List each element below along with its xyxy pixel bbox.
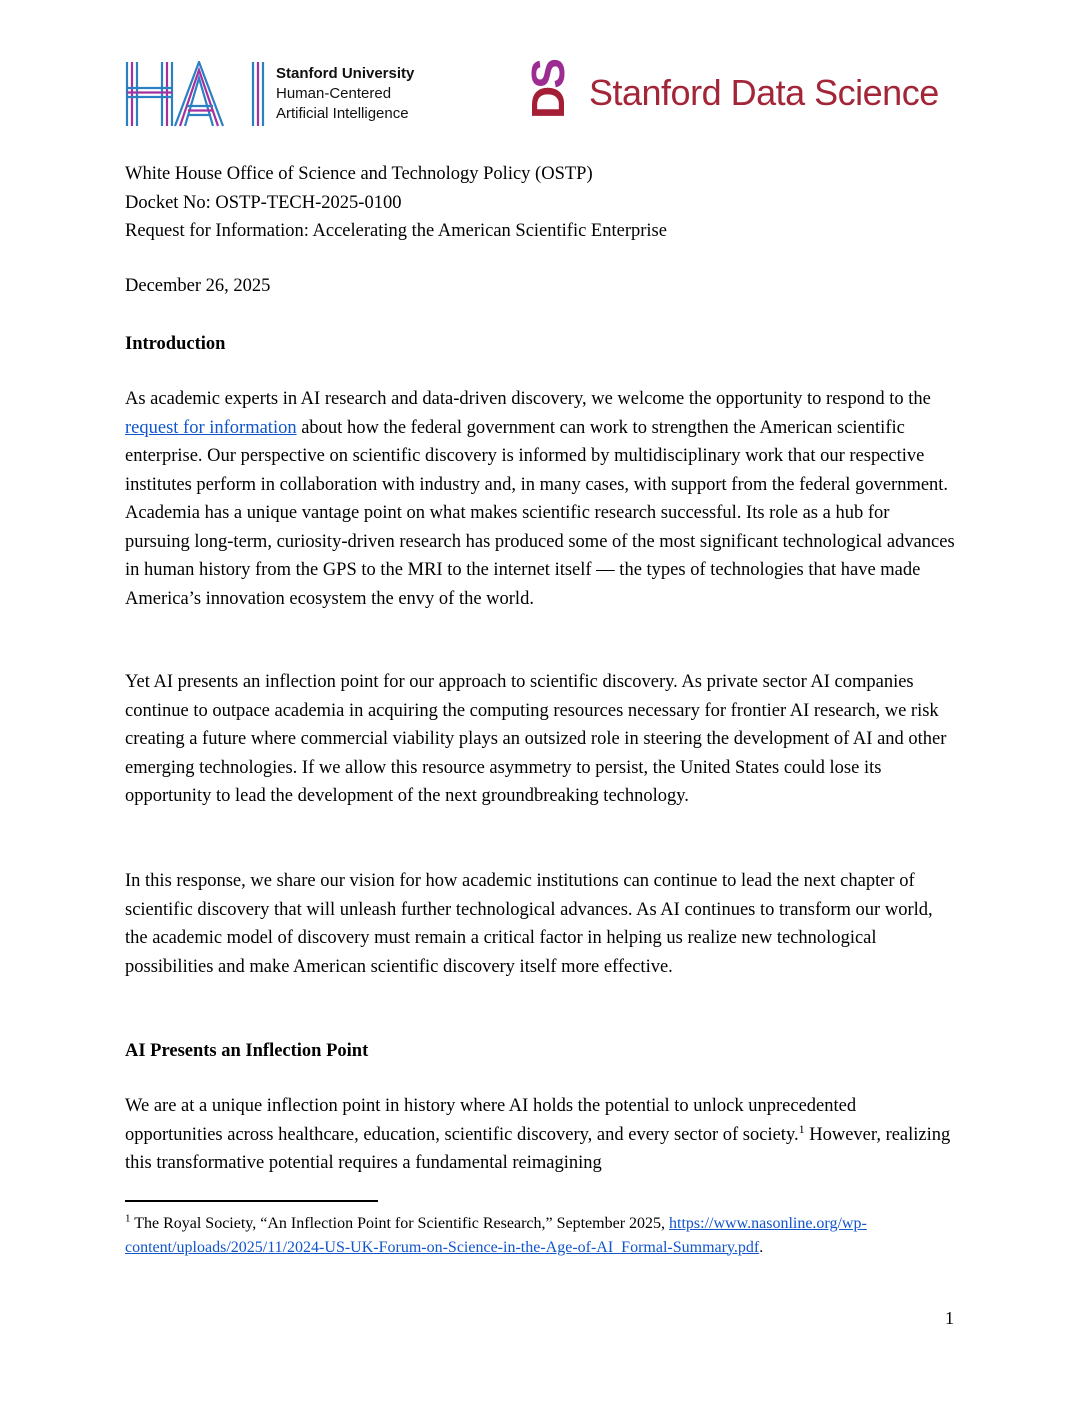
footnote-1-period: . [759,1238,764,1256]
recipient-line-1: White House Office of Science and Technology Policy (OSTP) [125,164,593,184]
footnote-reference-1: 1 [798,1121,805,1136]
footnote-1 [125,1212,965,1259]
footnote-1-marker: 1 [125,1212,131,1225]
ds-monogram-d: D [521,88,574,119]
footnote-separator-rule [125,1200,378,1202]
date-line: December 26, 2025 [125,276,271,296]
recipient-line-3: Request for Information: Accelerating the American Scientific Enterprise [125,221,667,241]
paragraph-1-text-after-link: about how the federal government can work to strengthen the American scientific enterprise. Our perspective on scientific discovery is informed by multidisciplinary work that our respective institutes perform in collaboration with industry and, in many cases, with support from the federal government. Academia has a unique vantage point on what makes scientific research successful. Its role as a hub for pursuing long-term, curiosity-driven research has produced some of the most significant technological advances in human history from the GPS to the MRI to the internet itself — the types of technologies that have made America’s innovation ecosystem the envy of the world. [125,417,955,609]
paragraph-3: In this response, we share our vision for how academic institutions can continue to lead the next chapter of scientific discovery that will unleash further technological advances. As AI continues to transform our world, the academic model of discovery must remain a critical factor in helping us realize new technological possibilities and make American scientific discovery itself more effective. [125,871,933,977]
paragraph-4 [125,1092,955,1178]
paragraph-1-text-before-link: As academic experts in AI research and data-driven discovery, we welcome the opportunity to respond to the [125,389,931,409]
footnote-1-text: The Royal Society, “An Inflection Point for Scientific Research,” September 2025, [130,1215,670,1232]
hai-org-line3: Artificial Intelligence [276,105,409,122]
paragraph-4-text-after-ref: However, realizing this transformative potential requires a fundamental reimagining [125,1124,951,1173]
hai-logo-text [276,64,414,124]
request-for-information-link[interactable]: request for information [125,417,297,438]
footnote-1-url-link[interactable]: https://www.nasonline.org/wp-content/uploads/2025/11/2024-US-UK-Forum-on-Science-in-the-Age-of-AI_Formal-Summary.pdf [125,1215,867,1256]
hai-org-line2: Human-Centered [276,85,392,102]
recipient-block [125,160,955,246]
paragraph-1 [125,385,955,613]
stanford-data-science-monogram-icon [515,56,581,124]
paragraph-4-text-before-ref: We are at a unique inflection point in history where AI holds the potential to unlock unprecedented opportunities across healthcare, education, scientific discovery, and every sector of society. [125,1096,857,1145]
hai-org-line1: Stanford University [276,65,415,82]
page-number: 1 [945,1308,954,1328]
introduction-heading: Introduction [125,334,226,354]
inflection-point-heading: AI Presents an Inflection Point [125,1041,369,1061]
stanford-data-science-wordmark: Stanford Data Science [589,72,939,113]
stanford-hai-logo-icon [125,61,267,127]
paragraph-2: Yet AI presents an inflection point for our approach to scientific discovery. As private sector AI companies continue to outpace academia in acquiring the computing resources necessary for frontier AI research, we risk creating a future where commercial viability plays an outsized role in steering the development of AI and other emerging technologies. If we allow this resource asymmetry to persist, the United States could lose its opportunity to lead the development of the next groundbreaking technology. [125,672,947,806]
recipient-line-2: Docket No: OSTP-TECH-2025-0100 [125,192,402,213]
ds-monogram-s: S [521,61,574,89]
